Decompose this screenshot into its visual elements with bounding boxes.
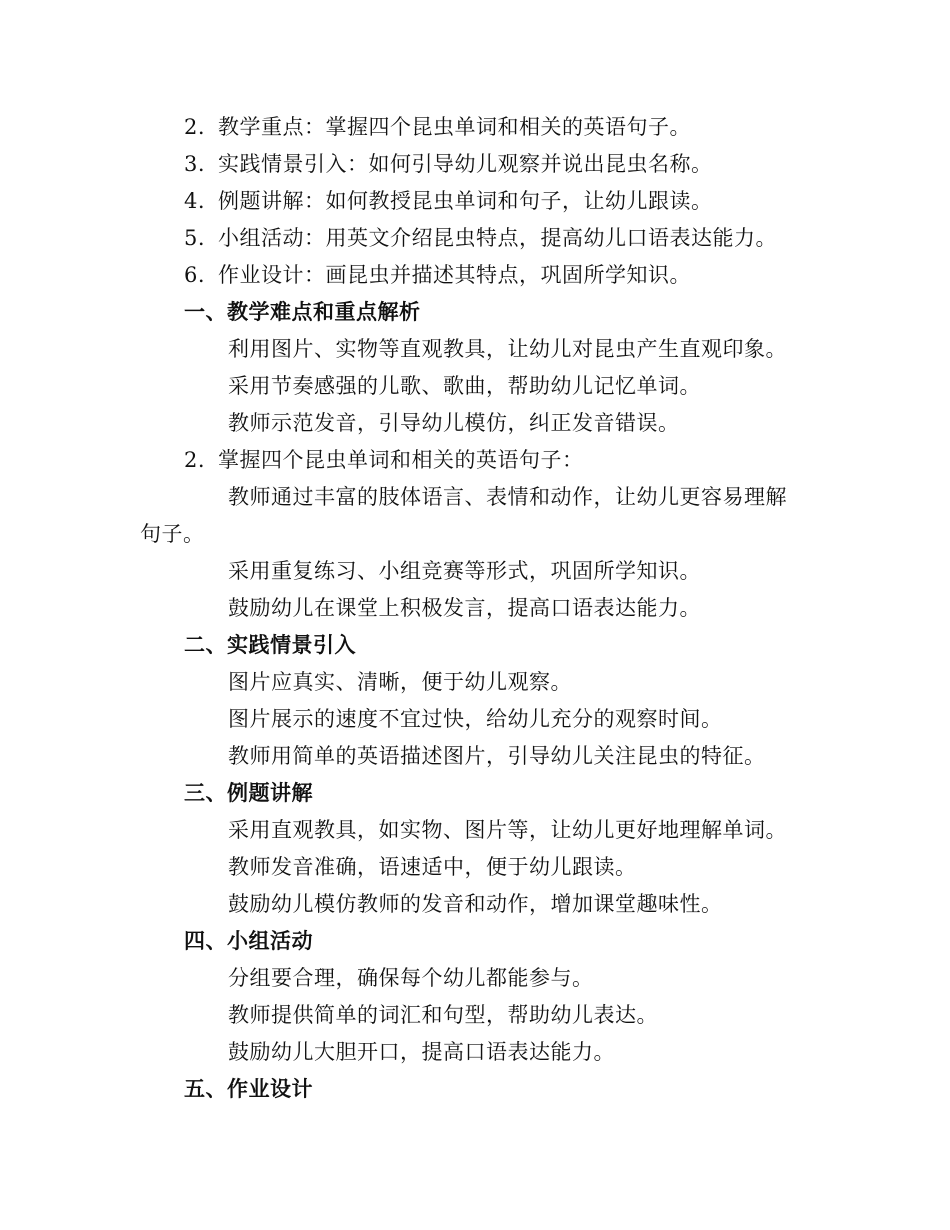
list-text: 教学重点：掌握四个昆虫单词和相关的英语句子。 bbox=[218, 115, 691, 139]
list-text: 掌握四个昆虫单词和相关的英语句子： bbox=[218, 448, 584, 472]
paragraph: 采用节奏感强的儿歌、歌曲，帮助幼儿记忆单词。 bbox=[228, 374, 701, 398]
paragraph: 教师用简单的英语描述图片，引导幼儿关注昆虫的特征。 bbox=[228, 744, 766, 768]
intro-item-5 bbox=[184, 225, 777, 251]
paragraph: 鼓励幼儿大胆开口，提高口语表达能力。 bbox=[228, 1040, 615, 1064]
intro-item-6 bbox=[184, 262, 691, 288]
paragraph: 采用重复练习、小组竞赛等形式，巩固所学知识。 bbox=[228, 559, 701, 583]
paragraph: 教师通过丰富的肢体语言、表情和动作，让幼儿更容易理解 bbox=[228, 485, 787, 509]
sub-item-2 bbox=[184, 447, 584, 473]
paragraph: 鼓励幼儿模仿教师的发音和动作，增加课堂趣味性。 bbox=[228, 892, 723, 916]
paragraph: 图片展示的速度不宜过快，给幼儿充分的观察时间。 bbox=[228, 707, 723, 731]
list-text: 实践情景引入：如何引导幼儿观察并说出昆虫名称。 bbox=[218, 152, 713, 176]
list-number: 6. bbox=[184, 263, 206, 287]
section-heading-2: 二、实践情景引入 bbox=[184, 633, 356, 657]
list-text: 例题讲解：如何教授昆虫单词和句子，让幼儿跟读。 bbox=[218, 189, 713, 213]
list-text: 作业设计：画昆虫并描述其特点，巩固所学知识。 bbox=[218, 263, 691, 287]
paragraph-continuation: 句子。 bbox=[140, 522, 205, 546]
paragraph: 利用图片、实物等直观教具，让幼儿对昆虫产生直观印象。 bbox=[228, 337, 787, 361]
intro-item-4 bbox=[184, 188, 713, 214]
paragraph: 分组要合理，确保每个幼儿都能参与。 bbox=[228, 966, 594, 990]
paragraph: 鼓励幼儿在课堂上积极发言，提高口语表达能力。 bbox=[228, 596, 701, 620]
list-number: 4. bbox=[184, 189, 206, 213]
paragraph: 教师发音准确，语速适中，便于幼儿跟读。 bbox=[228, 855, 637, 879]
paragraph: 图片应真实、清晰，便于幼儿观察。 bbox=[228, 670, 572, 694]
intro-item-2 bbox=[184, 114, 691, 140]
section-heading-3: 三、例题讲解 bbox=[184, 781, 313, 805]
paragraph: 教师示范发音，引导幼儿模仿，纠正发音错误。 bbox=[228, 411, 680, 435]
list-number: 5. bbox=[184, 226, 206, 250]
paragraph: 教师提供简单的词汇和句型，帮助幼儿表达。 bbox=[228, 1003, 658, 1027]
paragraph: 采用直观教具，如实物、图片等，让幼儿更好地理解单词。 bbox=[228, 818, 787, 842]
section-heading-4: 四、小组活动 bbox=[184, 929, 313, 953]
list-number: 2. bbox=[184, 448, 206, 472]
intro-item-3 bbox=[184, 151, 713, 177]
list-number: 3. bbox=[184, 152, 206, 176]
section-heading-1: 一、教学难点和重点解析 bbox=[184, 300, 421, 324]
section-heading-5: 五、作业设计 bbox=[184, 1077, 313, 1101]
list-number: 2. bbox=[184, 115, 206, 139]
list-text: 小组活动：用英文介绍昆虫特点，提高幼儿口语表达能力。 bbox=[218, 226, 777, 250]
